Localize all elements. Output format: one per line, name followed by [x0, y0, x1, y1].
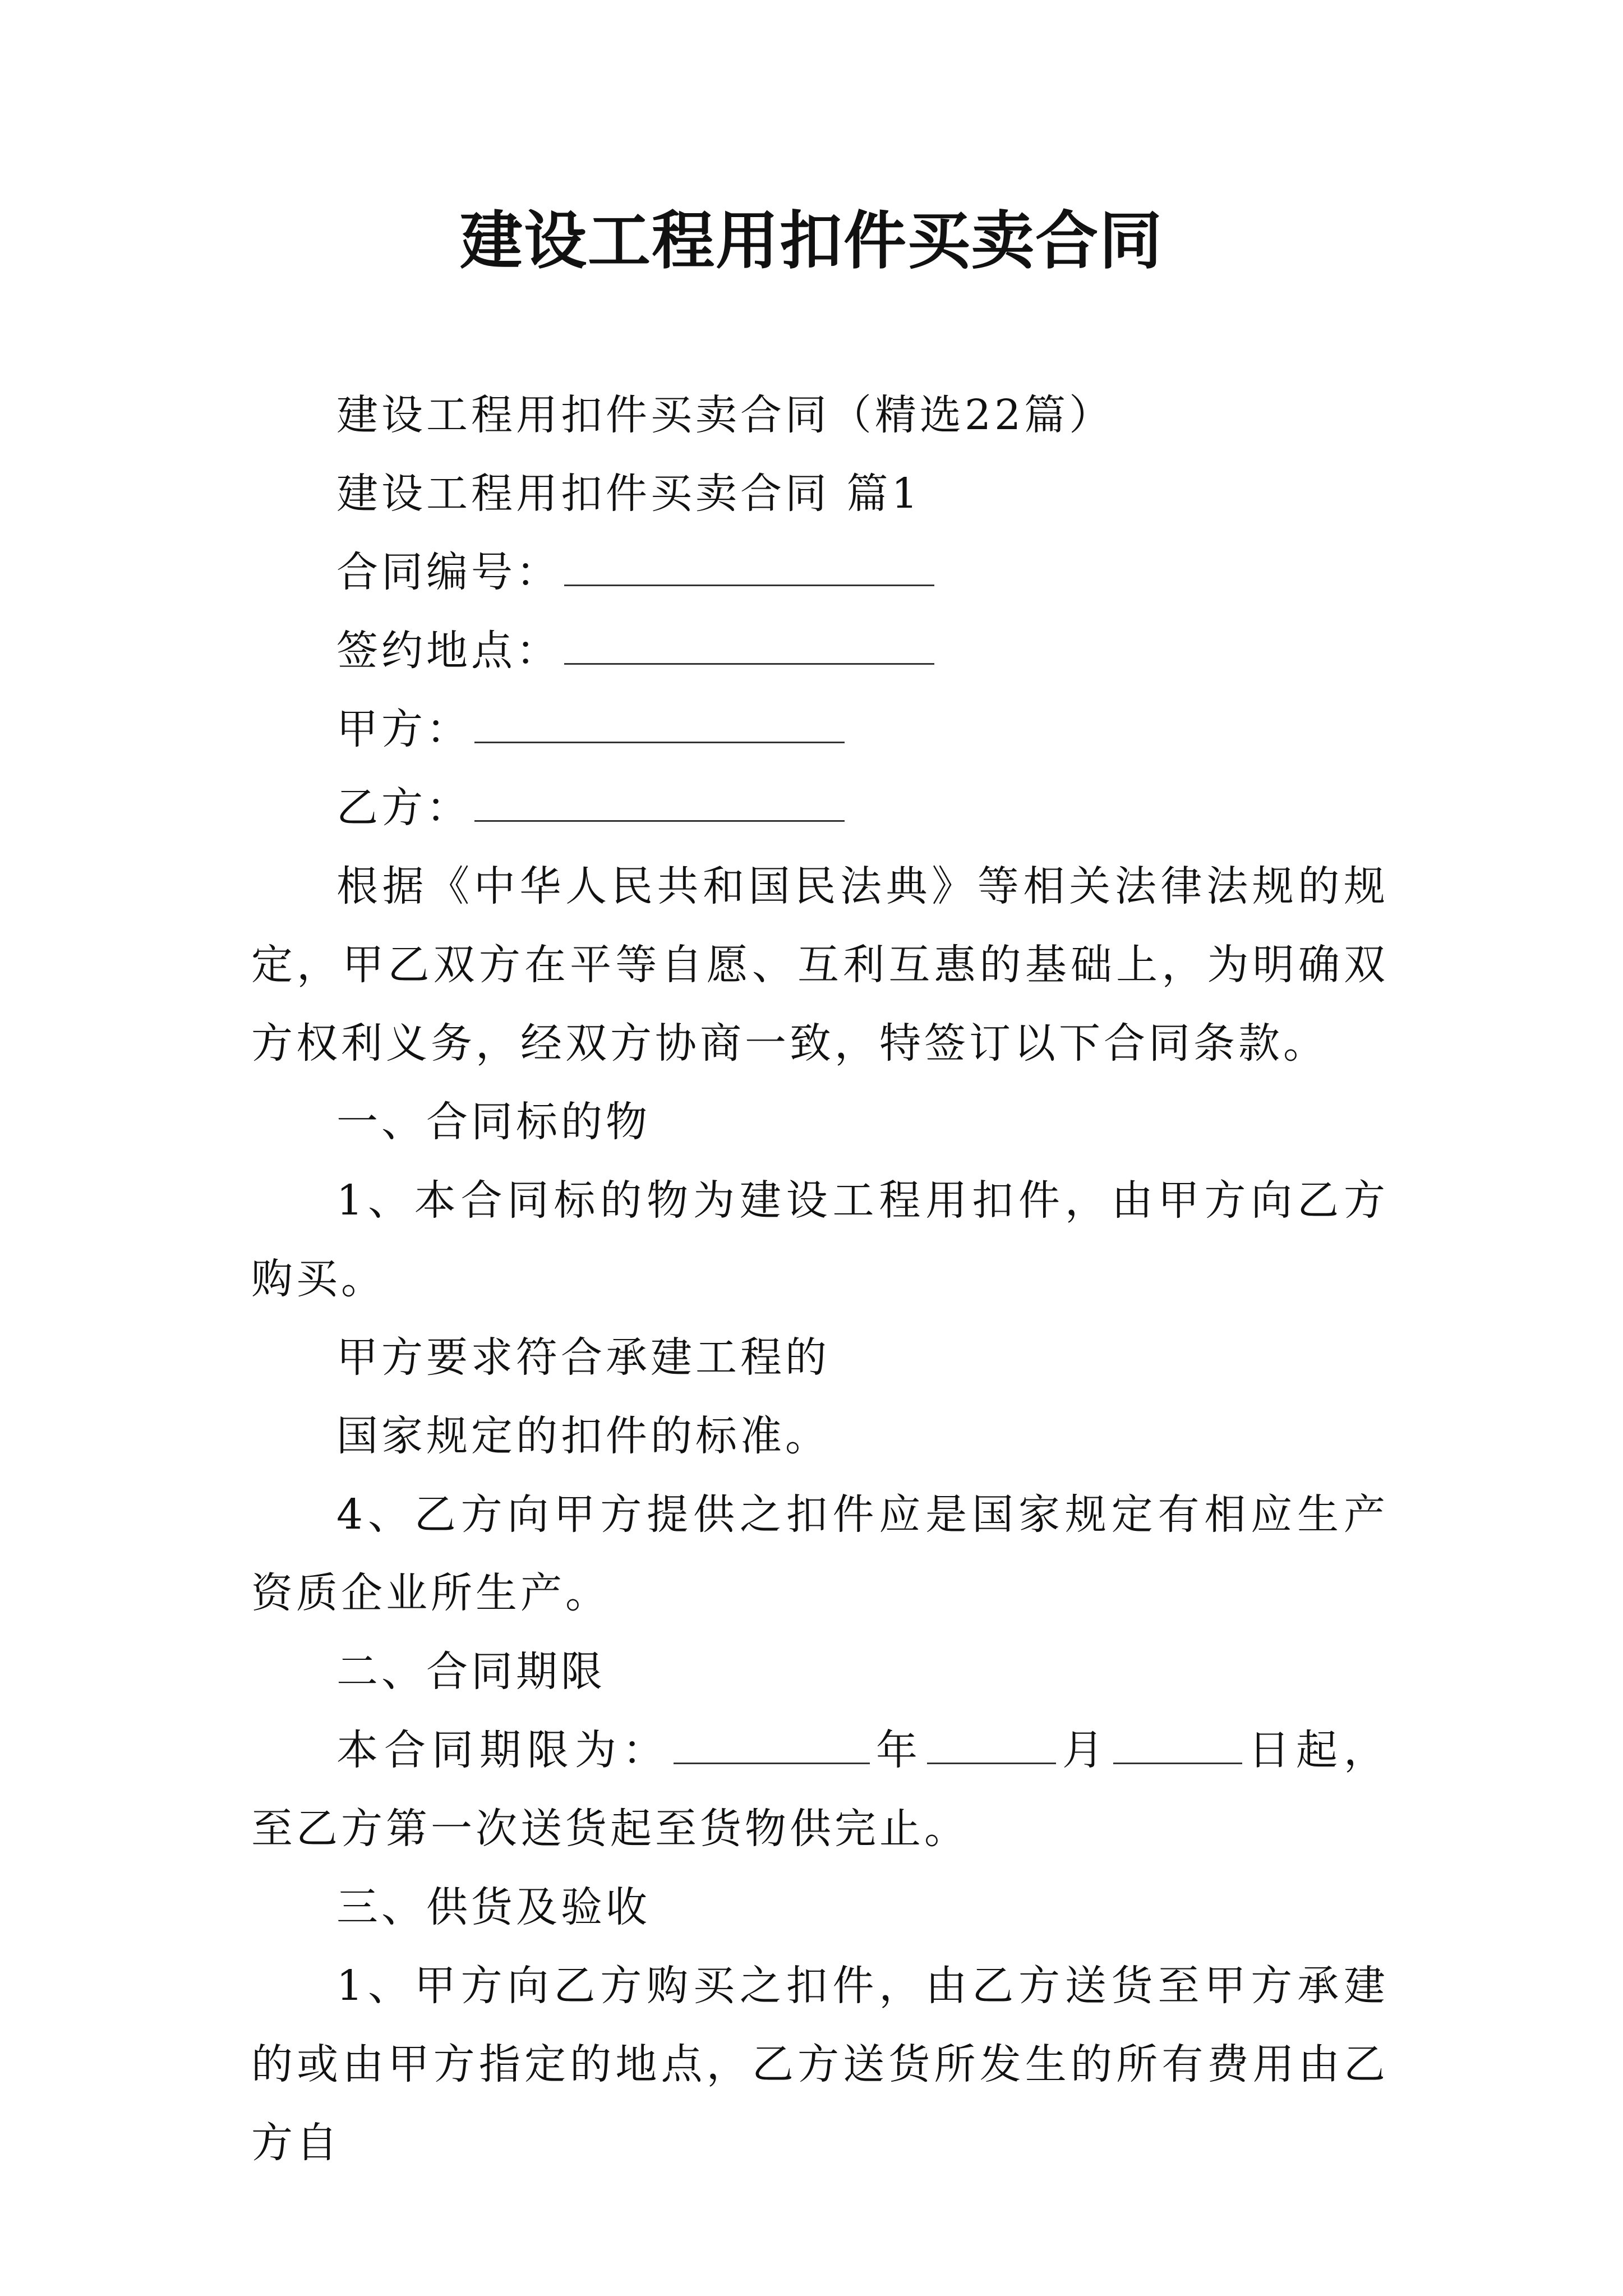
contract-number-line	[251, 533, 1389, 611]
term-month-label: 月	[1059, 1726, 1110, 1774]
signing-place-label: 签约地点：	[336, 627, 561, 675]
term-paragraph	[251, 1711, 1389, 1868]
term-day-blank	[1113, 1722, 1242, 1764]
section-2-heading: 二、合同期限	[336, 1648, 606, 1696]
clause-1-3: 国家规定的扣件的标准。	[336, 1412, 830, 1460]
contract-number-blank	[564, 544, 934, 586]
preamble-paragraph: 根据《中华人民共和国民法典》等相关法律法规的规定，甲乙双方在平等自愿、互利互惠的基础上，为明确双方权利义务，经双方协商一致，特签订以下合同条款。	[251, 862, 1389, 1068]
party-a-blank	[474, 701, 845, 743]
clause-3-1: 1、甲方向乙方购买之扣件，由乙方送货至甲方承建的或由甲方指定的地点，乙方送货所发生的所有费用由乙方自	[251, 1962, 1389, 2167]
part-heading: 建设工程用扣件买卖合同 篇1	[336, 470, 921, 518]
signing-place-line	[251, 611, 1389, 690]
term-year-label: 年	[873, 1726, 924, 1774]
clause-1-1: 1、本合同标的物为建设工程用扣件，由甲方向乙方购买。	[251, 1176, 1389, 1303]
section-1-heading: 一、合同标的物	[336, 1098, 651, 1146]
document-title: 建设工程用扣件买卖合同	[460, 204, 1163, 278]
party-a-line	[251, 690, 1389, 769]
party-b-line	[251, 769, 1389, 847]
subtitle: 建设工程用扣件买卖合同（精选22篇）	[336, 391, 1114, 439]
term-day-rest: 日起，至乙方第一次送货起至货物供完止。	[251, 1726, 1389, 1853]
party-a-label: 甲方：	[336, 705, 471, 753]
party-b-label: 乙方：	[336, 784, 471, 832]
document-body	[251, 376, 1389, 2182]
term-prefix: 本合同期限为：	[336, 1726, 670, 1774]
contract-number-label: 合同编号：	[336, 548, 561, 596]
party-b-blank	[474, 780, 845, 822]
term-month-blank	[927, 1722, 1056, 1764]
term-year-blank	[674, 1722, 870, 1764]
clause-1-4: 4、乙方向甲方提供之扣件应是国家规定有相应生产资质企业所生产。	[251, 1490, 1389, 1617]
signing-place-blank	[564, 623, 934, 665]
section-3-heading: 三、供货及验收	[336, 1883, 651, 1931]
clause-1-2: 甲方要求符合承建工程的	[336, 1333, 830, 1382]
